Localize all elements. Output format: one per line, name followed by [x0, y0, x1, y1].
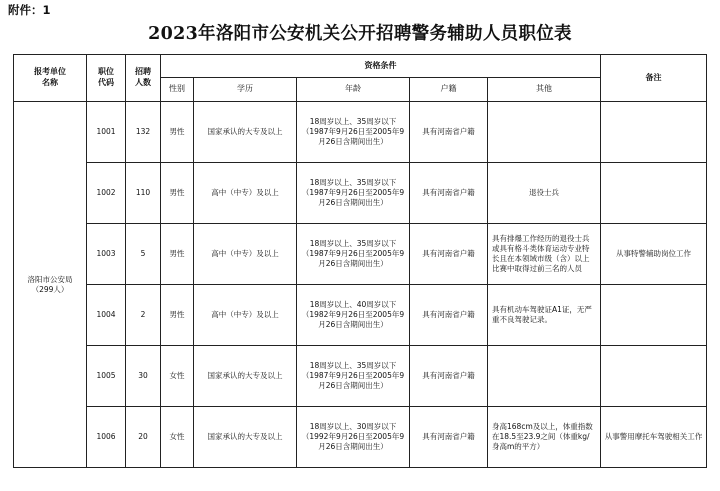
- positions-table: [13, 54, 707, 468]
- table-row: [14, 102, 707, 163]
- household-cell: 具有河南省户籍: [410, 102, 488, 163]
- header-conditions: 资格条件: [161, 55, 601, 78]
- code-cell: 1006: [87, 407, 126, 468]
- count-cell: 132: [126, 102, 161, 163]
- remark-cell: [601, 163, 707, 224]
- gender-cell: 男性: [161, 163, 194, 224]
- table-row: [14, 407, 707, 468]
- code-cell: 1005: [87, 346, 126, 407]
- header-remark: 备注: [601, 55, 707, 102]
- other-cell: [488, 346, 601, 407]
- other-cell: 身高168cm及以上，体重指数在18.5至23.9之间（体重kg/身高m的平方）: [488, 407, 601, 468]
- table-row: [14, 346, 707, 407]
- gender-cell: 女性: [161, 407, 194, 468]
- gender-cell: 男性: [161, 224, 194, 285]
- count-cell: 5: [126, 224, 161, 285]
- education-cell: 高中（中专）及以上: [194, 163, 297, 224]
- header-other: 其他: [488, 78, 601, 102]
- age-cell: 18周岁以上、35周岁以下（1987年9月26日至2005年9月26日含期间出生）: [297, 102, 410, 163]
- other-cell: 退役士兵: [488, 163, 601, 224]
- other-cell: 具有机动车驾驶证A1证，无严重不良驾驶记录。: [488, 285, 601, 346]
- code-cell: 1002: [87, 163, 126, 224]
- remark-cell: 从事警用摩托车驾驶相关工作: [601, 407, 707, 468]
- attachment-label: 附件：1: [8, 3, 51, 17]
- other-cell: 具有排爆工作经历的退役士兵或具有格斗类体育运动专业特长且在本领域市级（含）以上比赛中取得过前三名的人员: [488, 224, 601, 285]
- education-cell: 高中（中专）及以上: [194, 224, 297, 285]
- household-cell: 具有河南省户籍: [410, 407, 488, 468]
- age-cell: 18周岁以上、35周岁以下（1987年9月26日至2005年9月26日含期间出生）: [297, 224, 410, 285]
- education-cell: 高中（中专）及以上: [194, 285, 297, 346]
- remark-cell: 从事特警辅助岗位工作: [601, 224, 707, 285]
- header-household: 户籍: [410, 78, 488, 102]
- header-code: 职位 代码: [87, 55, 126, 102]
- header-count: 招聘 人数: [126, 55, 161, 102]
- age-cell: 18周岁以上、30周岁以下（1992年9月26日至2005年9月26日含期间出生）: [297, 407, 410, 468]
- gender-cell: 女性: [161, 346, 194, 407]
- count-cell: 20: [126, 407, 161, 468]
- household-cell: 具有河南省户籍: [410, 163, 488, 224]
- age-cell: 18周岁以上、35周岁以下（1987年9月26日至2005年9月26日含期间出生）: [297, 346, 410, 407]
- count-cell: 30: [126, 346, 161, 407]
- code-cell: 1003: [87, 224, 126, 285]
- page-title: 2023年洛阳市公安机关公开招聘警务辅助人员职位表: [148, 24, 572, 44]
- remark-cell: [601, 346, 707, 407]
- header-education: 学历: [194, 78, 297, 102]
- count-cell: 110: [126, 163, 161, 224]
- other-cell: [488, 102, 601, 163]
- table-row: [14, 285, 707, 346]
- household-cell: 具有河南省户籍: [410, 346, 488, 407]
- code-cell: 1004: [87, 285, 126, 346]
- table-row: [14, 163, 707, 224]
- household-cell: 具有河南省户籍: [410, 224, 488, 285]
- age-cell: 18周岁以上、35周岁以下（1987年9月26日至2005年9月26日含期间出生）: [297, 163, 410, 224]
- gender-cell: 男性: [161, 102, 194, 163]
- header-age: 年龄: [297, 78, 410, 102]
- age-cell: 18周岁以上、40周岁以下（1982年9月26日至2005年9月26日含期间出生）: [297, 285, 410, 346]
- table-row: [14, 224, 707, 285]
- count-cell: 2: [126, 285, 161, 346]
- household-cell: 具有河南省户籍: [410, 285, 488, 346]
- unit-name-cell: 洛阳市公安局 （299人）: [14, 102, 87, 468]
- code-cell: 1001: [87, 102, 126, 163]
- remark-cell: [601, 285, 707, 346]
- education-cell: 国家承认的大专及以上: [194, 102, 297, 163]
- education-cell: 国家承认的大专及以上: [194, 407, 297, 468]
- header-unit: 报考单位 名称: [14, 55, 87, 102]
- header-gender: 性别: [161, 78, 194, 102]
- education-cell: 国家承认的大专及以上: [194, 346, 297, 407]
- remark-cell: [601, 102, 707, 163]
- gender-cell: 男性: [161, 285, 194, 346]
